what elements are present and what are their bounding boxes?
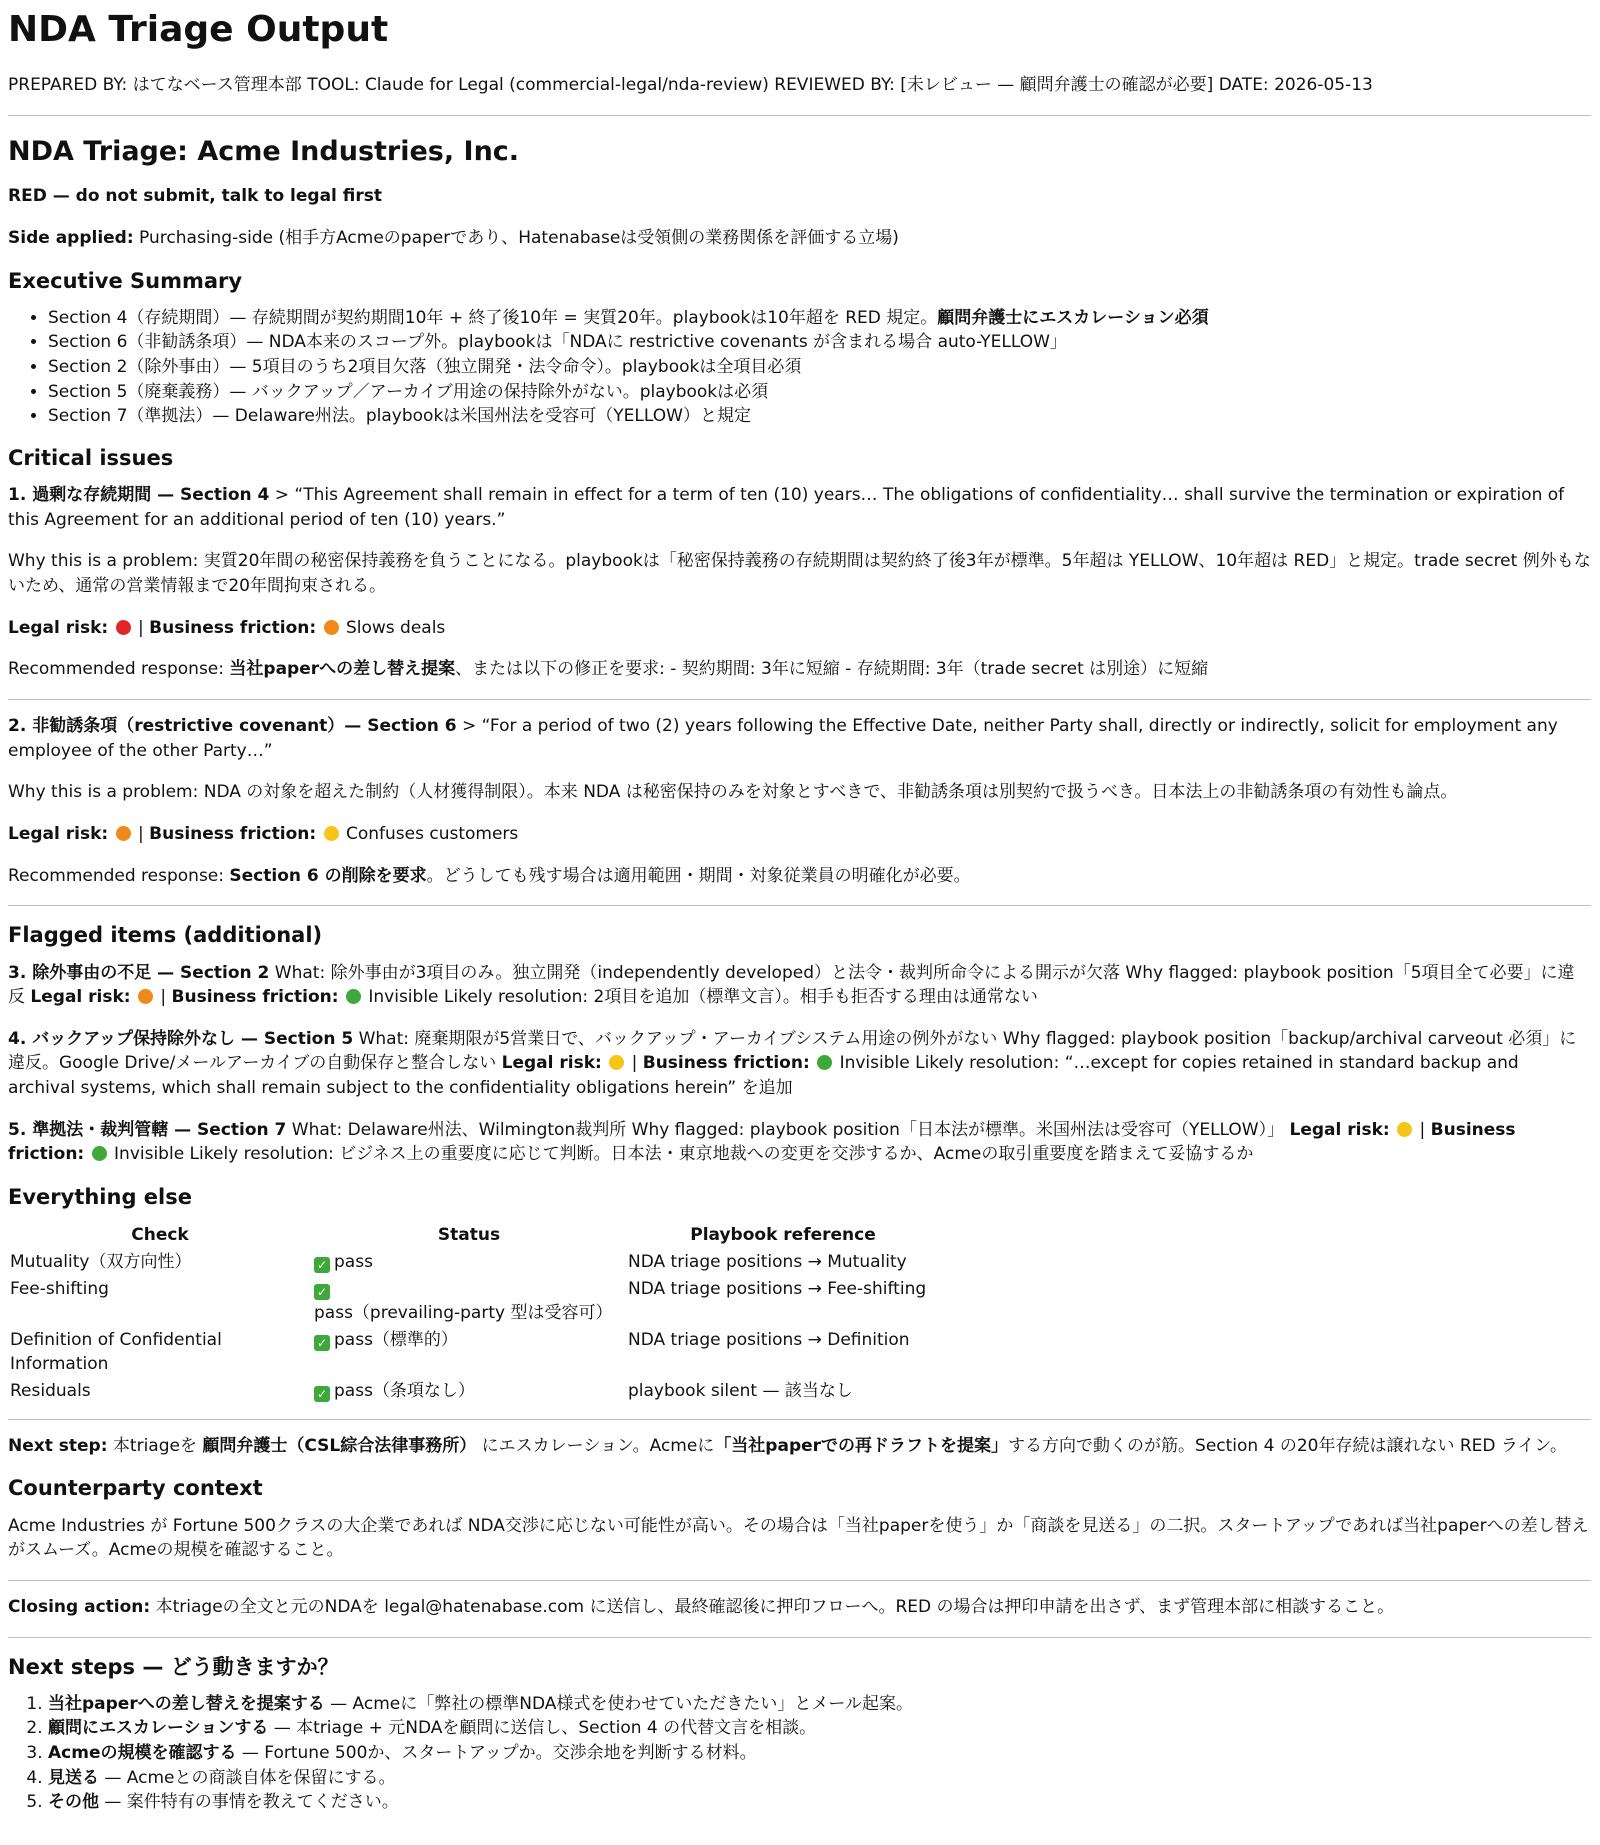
issue-risk-line: Legal risk: | Business friction: Confuses customers — [8, 823, 519, 844]
rec-rest: 、または以下の修正を要求: - 契約期間: 3年に短縮 - 存続期間: 3年（trade secret は別途）に短縮 — [455, 659, 1209, 680]
legal-risk-label: Legal risk: — [30, 987, 131, 1008]
list-item-text: Section 5（廃棄義務）— バックアップ／アーカイブ用途の保持除外がない。playbookは必須 — [48, 381, 769, 402]
closing-action — [8, 1595, 1591, 1620]
check-cell: Fee-shifting — [10, 1278, 109, 1299]
check-mark-icon: ✓ — [314, 1284, 330, 1300]
option-bold: 顧問にエスカレーションする — [48, 1718, 269, 1739]
table-row — [8, 1276, 940, 1327]
nda-heading: NDA Triage: Acme Industries, Inc. — [8, 135, 520, 167]
option-text: — 案件特有の事情を教えてください。 — [99, 1792, 399, 1813]
check-mark-icon: ✓ — [314, 1335, 330, 1351]
list-item-bold: 顧問弁護士にエスカレーション必須 — [937, 307, 1209, 328]
recommended-response — [8, 657, 1591, 682]
business-friction-label: Business friction: — [149, 617, 317, 638]
yellow-circle-icon — [609, 1055, 624, 1070]
reference-cell: NDA triage positions → Definition — [628, 1329, 910, 1350]
flagged-tail: Invisible Likely resolution: “…except for copies retained in standard backup and archival systems, which shall remain subject to the confidentiality obligations herein” を追加 — [8, 1053, 1519, 1099]
divider — [8, 1580, 1591, 1581]
list-item — [48, 330, 1591, 355]
divider — [8, 1637, 1591, 1638]
flagged-title: 5. 準拠法・裁判管轄 — Section 7 — [8, 1119, 287, 1140]
legal-risk-label: Legal risk: — [8, 823, 109, 844]
check-cell: Mutuality（双方向性） — [10, 1251, 192, 1272]
option-bold: 見送る — [48, 1767, 99, 1788]
status-cell — [312, 1378, 626, 1405]
closing-text: 本triageの全文と元のNDAを legal@hatenabase.com に送信し、最終確認後に押印フローへ。RED の場合は押印申請を出さず、まず管理本部に相談すること。 — [150, 1596, 1395, 1617]
recommended-response — [8, 864, 1591, 889]
green-circle-icon — [817, 1055, 832, 1070]
critical-issue-title — [8, 483, 1591, 532]
next-step-text: する方向で動くのが筋。Section 4 の20年存続は譲れない RED ライン。 — [1008, 1435, 1568, 1456]
counterparty-heading: Counterparty context — [8, 1476, 263, 1501]
issue-title: 1. 過剰な存続期間 — Section 4 — [8, 485, 270, 506]
flagged-item: 3. 除外事由の不足 — Section 2 What: 除外事由が3項目のみ。独立開発（independently developed）と法令・裁判所命令による開示が欠落 Why flagged: playbook position「5項目全て必要」に違反 Legal risk: | Business friction: Invisible Likely resolution: 2項目を追加（標準文言）。相手も拒否する理由は通常ない — [8, 962, 1575, 1008]
legal-risk-label: Legal risk: — [501, 1053, 602, 1074]
business-friction-label: Business friction: — [8, 1119, 1516, 1165]
option-text: — Acmeに「弊社の標準NDA様式を使わせていただきたい」とメール起案。 — [324, 1693, 914, 1714]
status-cell — [312, 1276, 626, 1327]
orange-circle-icon — [324, 620, 339, 635]
green-circle-icon — [92, 1146, 107, 1161]
flagged-body: What: 廃棄期限が5営業日で、バックアップ・アーカイブシステム用途の例外がない Why flagged: playbook position「backup/archival carveout 必須」に違反。Google Drive/メールアーカイブの自動保存と整合しない — [8, 1028, 1577, 1074]
friction-text: Slows deals — [340, 617, 446, 638]
next-steps-list — [8, 1692, 1591, 1815]
flagged-body: What: 除外事由が3項目のみ。独立開発（independently developed）と法令・裁判所命令による開示が欠落 Why flagged: playbook position「5項目全て必要」に違反 — [8, 962, 1575, 1008]
option-text: — 本triage + 元NDAを顧問に送信し、Section 4 の代替文言を相談。 — [268, 1718, 817, 1739]
flagged-title: 3. 除外事由の不足 — Section 2 — [8, 962, 270, 983]
verdict-text: RED — do not submit, talk to legal first — [8, 186, 383, 207]
counterparty-text: Acme Industries が Fortune 500クラスの大企業であれば NDA交渉に応じない可能性が高い。その場合は「当社paperを使う」か「商談を見送る」の二択。スタートアップであれば当社paperへの差し替えがスムーズ。Acmeの規模を確認すること。 — [8, 1515, 1589, 1561]
rec-prefix: Recommended response: — [8, 659, 230, 680]
flagged-body: What: Delaware州法、Wilmington裁判所 Why flagged: playbook position「日本法が標準。米国州法は受容可（YELLOW）」 — [286, 1119, 1290, 1140]
orange-circle-icon — [138, 989, 153, 1004]
rec-prefix: Recommended response: — [8, 865, 230, 886]
legal-risk-label: Legal risk: — [8, 617, 109, 638]
rec-rest: 。どうしても残す場合は適用範囲・期間・対象従業員の明確化が必要。 — [426, 865, 971, 886]
list-item — [48, 306, 1591, 331]
verdict — [8, 184, 1591, 209]
list-item — [48, 380, 1591, 405]
issue-quote: > “This Agreement shall remain in effect for a term of ten (10) years… The obligations of confidentiality… shall survive the termination or expiration of this Agreement for an additional period of ten (10) years.” — [8, 485, 1565, 530]
status-text: pass — [334, 1251, 373, 1272]
reference-cell: NDA triage positions → Fee-shifting — [628, 1278, 927, 1299]
rec-bold: 当社paperへの差し替え提案 — [229, 659, 456, 680]
column-header-status: Status — [437, 1225, 501, 1246]
list-item — [48, 1766, 1591, 1791]
reference-cell: NDA triage positions → Mutuality — [628, 1251, 907, 1272]
option-bold: その他 — [48, 1792, 99, 1813]
critical-issues-heading: Critical issues — [8, 445, 174, 470]
business-friction-label: Business friction: — [642, 1053, 810, 1074]
legal-risk-label: Legal risk: — [1289, 1119, 1390, 1140]
option-text: — Acmeとの商談自体を保留にする。 — [99, 1767, 396, 1788]
yellow-circle-icon — [324, 826, 339, 841]
next-step-text: 本triageを — [107, 1435, 203, 1456]
rec-bold: Section 6 の削除を要求 — [229, 865, 427, 886]
next-step — [8, 1434, 1591, 1459]
issue-why: Why this is a problem: 実質20年間の秘密保持義務を負うことになる。playbookは「秘密保持義務の存続期間は契約終了後3年が標準。5年超は YELLOW、10年超は RED」と規定。trade secret 例外もないため、通常の営業情報まで20年間拘束される。 — [8, 551, 1591, 597]
list-item-text: Section 7（準拠法）— Delaware州法。playbookは米国州法を受容可（YELLOW）と規定 — [48, 406, 751, 427]
list-item-text: Section 6（非勧誘条項）— NDA本来のスコープ外。playbookは「NDAに restrictive covenants が含まれる場合 auto-YELLOW」 — [48, 332, 1067, 353]
list-item — [48, 404, 1591, 429]
flagged-item: 4. バックアップ保持除外なし — Section 5 What: 廃棄期限が5営業日で、バックアップ・アーカイブシステム用途の例外がない Why flagged: playbook position「backup/archival carveout 必須」に違反。Google Drive/メールアーカイブの自動保存と整合しない Legal risk: | Business friction: Invisible Likely resolution: “…except for copies retained in standard backup and archival systems, which shall remain subject to the confidentiality obligations herein” を追加 — [8, 1028, 1577, 1099]
reference-cell: playbook silent — 該当なし — [628, 1381, 853, 1402]
divider — [8, 699, 1591, 700]
next-step-label: Next step: — [8, 1435, 108, 1456]
divider — [8, 905, 1591, 906]
critical-issue-title — [8, 714, 1591, 763]
flagged-heading: Flagged items (additional) — [8, 923, 323, 948]
checks-table — [8, 1222, 940, 1404]
friction-text: Confuses customers — [340, 823, 519, 844]
everything-else-heading: Everything else — [8, 1184, 192, 1209]
divider — [8, 1419, 1591, 1420]
column-header-reference: Playbook reference — [690, 1225, 876, 1246]
next-steps-heading: Next steps — どう動きますか？ — [8, 1654, 339, 1679]
side-applied-label: Side applied: — [8, 227, 134, 248]
status-cell — [312, 1327, 626, 1378]
next-step-bold: 「当社paperでの再ドラフトを提案」 — [714, 1435, 1009, 1456]
table-row — [8, 1327, 940, 1378]
table-row — [8, 1249, 940, 1276]
column-header-check: Check — [131, 1225, 189, 1246]
status-text: pass（標準的） — [334, 1329, 458, 1350]
exec-summary-heading: Executive Summary — [8, 268, 243, 293]
table-header-row — [8, 1222, 940, 1249]
next-step-text: にエスカレーション。Acmeに — [476, 1435, 715, 1456]
option-bold: 当社paperへの差し替えを提案する — [48, 1693, 325, 1714]
list-item — [48, 355, 1591, 380]
green-circle-icon — [346, 989, 361, 1004]
issue-risk-line: Legal risk: | Business friction: Slows deals — [8, 617, 446, 638]
table-row — [8, 1378, 940, 1405]
list-item — [48, 1790, 1591, 1815]
check-mark-icon: ✓ — [314, 1386, 330, 1402]
status-text: pass（prevailing-party 型は受容可） — [314, 1303, 613, 1324]
status-cell — [312, 1249, 626, 1276]
flagged-item: 5. 準拠法・裁判管轄 — Section 7 What: Delaware州法、Wilmington裁判所 Why flagged: playbook position「日本法が標準。米国州法は受容可（YELLOW）」 Legal risk: | Business friction: Invisible Likely resolution: ビジネス上の重要度に応じて判断。日本法・東京地裁への変更を交渉するか、Acmeの取引重要度を踏まえて妥協するか — [8, 1119, 1516, 1165]
issue-why: Why this is a problem: NDA の対象を超えた制約（人材獲得制限）。本来 NDA は秘密保持のみを対象とすべきで、非勧誘条項は別契約で扱うべき。日本法上の非勧誘条項の有効性も論点。 — [8, 782, 1458, 803]
closing-label: Closing action: — [8, 1596, 151, 1617]
flagged-title: 4. バックアップ保持除外なし — Section 5 — [8, 1028, 354, 1049]
red-circle-icon — [116, 620, 131, 635]
meta-line: PREPARED BY: はてなベース管理本部 TOOL: Claude for Legal (commercial-legal/nda-review) REVIEWED BY: [未レビュー — 顧問弁護士の確認が必要] DATE: 2026-05-13 — [8, 75, 1373, 96]
list-item-text: Section 2（除外事由）— 5項目のうち2項目欠落（独立開発・法令命令）。playbookは全項目必須 — [48, 357, 802, 378]
yellow-circle-icon — [1397, 1122, 1412, 1137]
side-applied-text: Purchasing-side (相手方Acmeのpaperであり、Hatenabaseは受領側の業務関係を評価する立場) — [133, 227, 899, 248]
issue-title: 2. 非勧誘条項（restrictive covenant）— Section 6 — [8, 716, 457, 737]
flagged-tail: Invisible Likely resolution: 2項目を追加（標準文言）。相手も拒否する理由は通常ない — [362, 987, 1038, 1008]
exec-summary-list — [8, 306, 1591, 429]
option-bold: Acmeの規模を確認する — [48, 1743, 237, 1764]
check-cell: Residuals — [10, 1381, 91, 1402]
side-applied — [8, 226, 1591, 251]
page-title: NDA Triage Output — [8, 9, 389, 50]
flagged-tail: Invisible Likely resolution: ビジネス上の重要度に応じて判断。日本法・東京地裁への変更を交渉するか、Acmeの取引重要度を踏まえて妥協するか — [108, 1144, 1254, 1165]
business-friction-label: Business friction: — [149, 823, 317, 844]
list-item — [48, 1741, 1591, 1766]
list-item — [48, 1716, 1591, 1741]
check-cell: Definition of Confidential Information — [10, 1329, 222, 1375]
orange-circle-icon — [116, 826, 131, 841]
status-text: pass（条項なし） — [334, 1381, 475, 1402]
business-friction-label: Business friction: — [171, 987, 339, 1008]
next-step-bold: 顧問弁護士（CSL綜合法律事務所） — [202, 1435, 477, 1456]
list-item-text: Section 4（存続期間）— 存続期間が契約期間10年 + 終了後10年 = 実質20年。playbookは10年超を RED 規定。 — [48, 307, 938, 328]
divider — [8, 115, 1591, 116]
list-item — [48, 1692, 1591, 1717]
option-text: — Fortune 500か、スタートアップか。交渉余地を判断する材料。 — [236, 1743, 757, 1764]
issue-quote: > “For a period of two (2) years following the Effective Date, neither Party shall, directly or indirectly, solicit for employment any employee of the other Party…” — [8, 716, 1558, 761]
check-mark-icon: ✓ — [314, 1257, 330, 1273]
